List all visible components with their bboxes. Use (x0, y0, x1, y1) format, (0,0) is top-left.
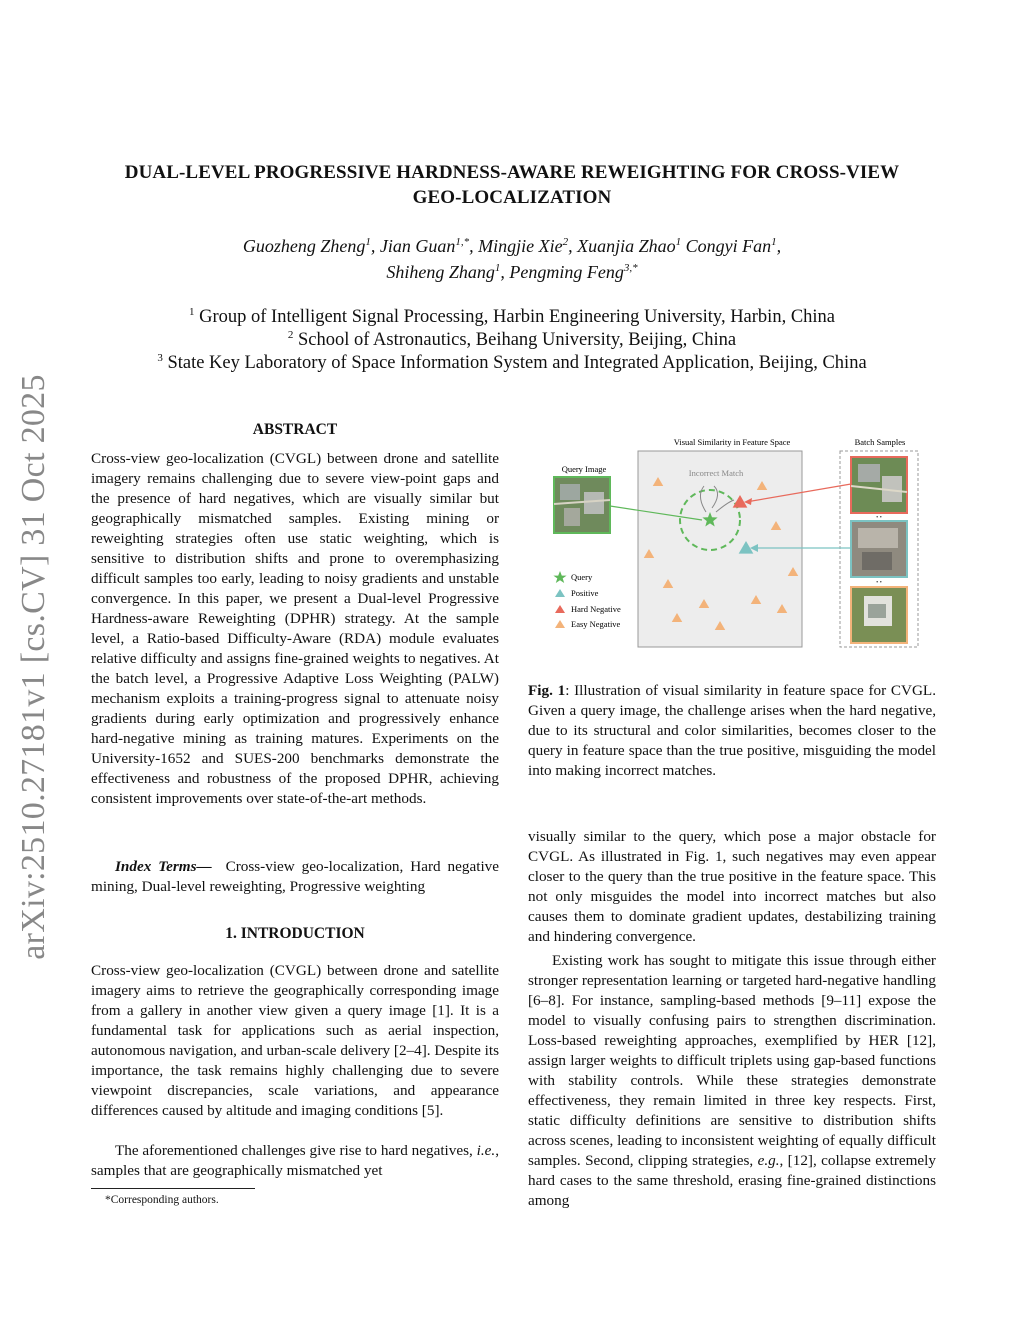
figure-legend (553, 571, 621, 629)
arxiv-stamp: arXiv:2510.27181v1 [cs.CV] 31 Oct 2025 (15, 374, 52, 960)
author-name: Shiheng Zhang (386, 262, 495, 282)
index-terms: Index Terms— Cross-view geo-localization, Hard negative mining, Dual-level reweighting, Progressive weighting (91, 858, 499, 895)
footnote: *Corresponding authors. (105, 1194, 219, 1206)
author-name: Congyi Fan (685, 236, 772, 256)
legend-positive-icon (555, 589, 565, 597)
legend-query-icon (553, 571, 566, 583)
author-list: Guozheng Zheng$^1$, Jian Guan$^{1,*}$, Mingjie Xie$^2$, Xuanjia Zhao$^1$ Congyi Fan$^1$, Shiheng Zhang$^1$, Pengming Feng$^{3,*}$ (242, 236, 782, 282)
query-image-thumbnail (554, 477, 610, 533)
legend-easy-negative-label: Easy Negative (571, 619, 621, 629)
right-paragraph-1: visually similar to the query, which pose a major obstacle for CVGL. As illustrated in Fig. 1, such negatives may even appear closer to the query than the true positive in the feature space. This not only misguides the model into incorrect matches but also causes them to dominate gradient updates, destabilizing training and hindering convergence. (528, 828, 936, 945)
introduction-heading: 1. INTRODUCTION (225, 925, 365, 942)
affiliation: $^3$ State Key Laboratory of Space Information System and Integrated Application, Beijing, China (157, 352, 867, 373)
figure-1 (546, 434, 926, 652)
incorrect-match-label: Incorrect Match (688, 468, 744, 478)
legend-positive-label: Positive (571, 588, 599, 598)
author-name: Jian Guan (379, 236, 456, 256)
affiliation: $^1$ Group of Intelligent Signal Processing, Harbin Engineering University, Harbin, China (188, 306, 836, 327)
abstract-heading: ABSTRACT (252, 421, 338, 438)
feature-space-title: Visual Similarity in Feature Space (673, 437, 791, 447)
legend-hard-negative-icon (555, 605, 565, 613)
paper-title (60, 160, 964, 210)
legend-hard-negative-label: Hard Negative (571, 604, 621, 614)
figure-1-svg (546, 434, 926, 652)
author-name: Pengming Feng (509, 262, 624, 282)
author-name: Guozheng Zheng (242, 236, 366, 256)
batch-thumbnail-positive (851, 521, 907, 577)
author-name: Mingjie Xie (478, 236, 563, 256)
affiliation-list (60, 306, 964, 375)
batch-thumbnail-hard-negative (851, 457, 907, 513)
author-name: Xuanjia Zhao (577, 236, 676, 256)
legend-easy-negative-icon (555, 620, 565, 628)
batch-samples-title: Batch Samples (854, 437, 906, 447)
batch-thumbnail-easy-negative (851, 587, 907, 643)
abstract-text: Cross-view geo-localization (CVGL) between drone and satellite imagery remains challenging due to severe view-point gaps and the presence of hard negatives, which are visually similar but geographically mismatched samples. Existing mining or reweighting strategies often use static weighting, which is sensitive to distribution shifts and prone to overemphasizing difficult samples too early, leading to noisy gradients and unstable convergence. In this paper, we present a Dual-level Progressive Hardness-aware Reweighting (DPHR) strategy. At the sample level, a Ratio-based Difficulty-Aware (RDA) module evaluates relative difficulty and assigns fine-grained weights to negatives. At the batch level, a Progressive Adaptive Loss Weighting (PALW) mechanism exploits a training-progress signal to attenuate noisy gradients during early optimization and progressively enhance hard-negative mining as training matures. Experiments on the University-1652 and SUES-200 benchmarks demonstrate the effectiveness and robustness of the proposed DPHR, achieving consistent improvements over state-of-the-art methods. (91, 450, 499, 807)
intro-paragraph-2: The aforementioned challenges give rise to hard negatives, i.e., samples that are geographically mismatched yet (91, 1142, 499, 1179)
affiliation: $^2$ School of Astronautics, Beihang University, Beijing, China (287, 329, 737, 350)
batch-ellipsis: • • (876, 580, 882, 586)
legend-query-label: Query (571, 572, 593, 582)
batch-ellipsis: • • (876, 515, 882, 521)
title-line-2: GEO-LOCALIZATION (412, 187, 612, 208)
title-line-1: DUAL-LEVEL PROGRESSIVE HARDNESS-AWARE REWEIGHTING FOR CROSS-VIEW (124, 162, 900, 183)
index-terms-label: Index Terms— (115, 858, 212, 875)
query-image-label: Query Image (561, 464, 607, 474)
feature-space-box (638, 451, 802, 647)
footnote-rule (91, 1188, 255, 1189)
figure-caption: Fig. 1: Illustration of visual similarity in feature space for CVGL. Given a query image, the challenge arises when the hard negative, due to its structural and color similarities, becomes closer to the query in feature space than the true positive, misguiding the model into making incorrect matches. (528, 682, 936, 779)
right-paragraph-2: Existing work has sought to mitigate this issue through either stronger representation learning or targeted hard-negative handling [6–8]. For instance, sampling-based methods [9–11] expose the model to visually confusing pairs to strengthen discrimination. Loss-based reweighting approaches, exemplified by HER [12], assign larger weights to difficult triplets using gap-based functions with stability controls. While these strategies demonstrate effectiveness, they remain limited in three key respects. First, static difficulty definitions are sensitive to distribution shifts across scenes, leading to inconsistent weighting of equally difficult samples. Second, clipping strategies, e.g., [12], collapse extremely hard cases to the same threshold, erasing fine-grained distinctions among (528, 952, 936, 1209)
intro-paragraph-1: Cross-view geo-localization (CVGL) between drone and satellite imagery aims to retrieve the geographically corresponding image from a gallery in another view given a query image [1]. It is a fundamental task for applications such as aerial inspection, autonomous navigation, and urban-scale delivery [2–4]. Despite its importance, the task remains highly challenging due to severe viewpoint discrepancies, scale variations, and appearance differences caused by altitude and imaging conditions [5]. (91, 962, 499, 1119)
figure-caption-label: Fig. 1 (528, 682, 566, 699)
